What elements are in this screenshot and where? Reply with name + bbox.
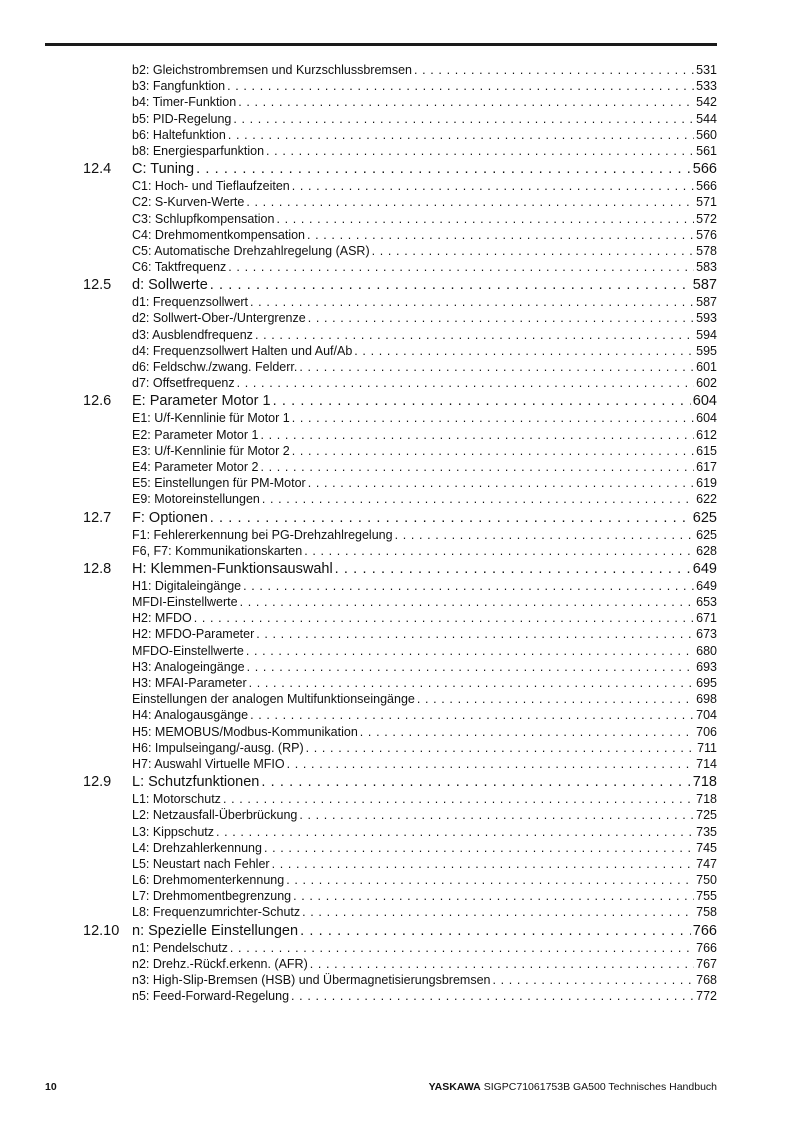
toc-entry[interactable] — [0, 707, 793, 723]
toc-entry-line[interactable] — [132, 594, 717, 610]
toc-entry-line[interactable] — [132, 675, 717, 691]
toc-entry-line[interactable] — [132, 724, 717, 740]
toc-entry-line[interactable] — [132, 491, 717, 507]
toc-entry[interactable] — [0, 194, 793, 210]
entry-title: F: Optionen — [132, 509, 208, 526]
entry-title: E1: U/f-Kennlinie für Motor 1 — [132, 411, 290, 426]
toc-entry[interactable] — [0, 724, 793, 740]
section-number: 12.7 — [83, 509, 112, 526]
entry-page-number: 595 — [696, 343, 717, 358]
dot-leader — [292, 443, 694, 459]
entry-title: L5: Neustart nach Fehler — [132, 856, 270, 871]
entry-page-number: 572 — [696, 211, 717, 226]
entry-title: H7: Auswahl Virtuelle MFIO — [132, 756, 285, 771]
toc-entry[interactable] — [0, 343, 793, 359]
toc-entry[interactable] — [0, 675, 793, 691]
toc-entry-line[interactable] — [132, 872, 717, 888]
dot-leader — [264, 840, 694, 856]
toc-entry-line[interactable] — [132, 756, 717, 772]
toc-entry[interactable] — [0, 956, 793, 972]
dot-leader — [247, 659, 695, 675]
dot-leader — [228, 127, 694, 143]
entry-title: b2: Gleichstrombremsen und Kurzschlussbremsen — [132, 63, 412, 77]
entry-page-number: 615 — [696, 443, 717, 458]
toc-entry-line[interactable] — [132, 610, 717, 626]
entry-page-number: 698 — [696, 692, 717, 707]
dot-leader — [223, 791, 694, 807]
entry-title: H5: MEMOBUS/Modbus-Kommunikation — [132, 724, 358, 739]
toc-entry[interactable] — [0, 610, 793, 626]
dot-leader — [354, 343, 694, 359]
table-of-contents — [0, 62, 793, 1004]
entry-title: C3: Schlupfkompensation — [132, 211, 275, 226]
toc-entry-line[interactable] — [132, 111, 717, 127]
entry-title: L2: Netzausfall-Überbrückung — [132, 808, 298, 823]
entry-page-number: 653 — [696, 595, 717, 610]
entry-page-number: 718 — [696, 792, 717, 807]
toc-entry[interactable] — [0, 359, 793, 375]
toc-entry-line[interactable] — [132, 227, 717, 243]
toc-entry[interactable] — [0, 94, 793, 110]
toc-entry-line[interactable] — [132, 211, 717, 227]
dot-leader — [308, 310, 694, 326]
entry-title: C: Tuning — [132, 161, 195, 178]
toc-section[interactable] — [0, 276, 793, 294]
entry-title: d7: Offsetfrequenz — [132, 376, 235, 391]
toc-entry[interactable] — [0, 243, 793, 259]
toc-entry[interactable] — [0, 594, 793, 610]
toc-entry[interactable] — [0, 294, 793, 310]
entry-page-number: 566 — [692, 161, 717, 178]
entry-title: L7: Drehmomentbegrenzung — [132, 889, 292, 904]
toc-entry[interactable] — [0, 375, 793, 391]
entry-page-number: 750 — [696, 873, 717, 888]
entry-page-number: 571 — [696, 195, 717, 210]
entry-page-number: 718 — [692, 774, 717, 791]
toc-entry-line[interactable] — [132, 543, 717, 559]
dot-leader — [292, 410, 694, 426]
entry-title: E5: Einstellungen für PM-Motor — [132, 476, 306, 491]
toc-entry[interactable] — [0, 62, 793, 78]
entry-page-number: 673 — [696, 627, 717, 642]
dot-leader — [260, 427, 694, 443]
dot-leader — [300, 922, 691, 940]
entry-page-number: 680 — [696, 643, 717, 658]
toc-entry[interactable] — [0, 840, 793, 856]
entry-page-number: 587 — [692, 277, 717, 294]
toc-entry[interactable] — [0, 791, 793, 807]
entry-title: n5: Feed-Forward-Regelung — [132, 989, 290, 1004]
entry-page-number: 576 — [696, 227, 717, 242]
toc-entry[interactable] — [0, 178, 793, 194]
dot-leader — [243, 578, 694, 594]
entry-title: b5: PID-Regelung — [132, 111, 232, 126]
dot-leader — [228, 259, 694, 275]
toc-entry-line[interactable] — [132, 310, 717, 326]
entry-title: C6: Taktfrequenz — [132, 260, 227, 275]
toc-entry-line[interactable] — [132, 840, 717, 856]
dot-leader — [286, 872, 694, 888]
entry-title: L1: Motorschutz — [132, 792, 221, 807]
toc-entry-line[interactable] — [132, 956, 717, 972]
entry-title: H1: Digitaleingänge — [132, 578, 242, 593]
entry-title: d3: Ausblendfrequenz — [132, 327, 253, 342]
toc-entry[interactable] — [0, 527, 793, 543]
toc-entry[interactable] — [0, 872, 793, 888]
toc-entry-line[interactable] — [132, 856, 717, 872]
page-number: 10 — [45, 1081, 57, 1093]
entry-title: L6: Drehmomenterkennung — [132, 873, 285, 888]
toc-entry[interactable] — [0, 143, 793, 159]
entry-page-number: 714 — [696, 756, 717, 771]
entry-page-number: 604 — [696, 411, 717, 426]
dot-leader — [237, 375, 695, 391]
entry-page-number: 766 — [692, 922, 717, 939]
dot-leader — [292, 178, 694, 194]
toc-entry-line[interactable] — [132, 410, 717, 426]
entry-page-number: 625 — [696, 527, 717, 542]
entry-title: n: Spezielle Einstellungen — [132, 922, 299, 939]
entry-page-number: 578 — [696, 243, 717, 258]
toc-section[interactable] — [0, 392, 793, 410]
section-number: 12.4 — [83, 161, 112, 178]
entry-title: b4: Timer-Funktion — [132, 95, 237, 110]
entry-page-number: 735 — [696, 824, 717, 839]
toc-section[interactable] — [0, 509, 793, 527]
toc-entry-line[interactable] — [132, 259, 717, 275]
toc-section[interactable] — [0, 160, 793, 178]
dot-leader — [372, 243, 695, 259]
dot-leader — [233, 111, 694, 127]
toc-entry-line[interactable] — [132, 62, 717, 78]
entry-page-number: 725 — [696, 808, 717, 823]
toc-entry[interactable] — [0, 740, 793, 756]
dot-leader — [216, 824, 694, 840]
toc-entry-line[interactable] — [132, 888, 717, 904]
dot-leader — [250, 294, 694, 310]
dot-leader — [299, 359, 694, 375]
toc-entry-line[interactable] — [132, 707, 717, 723]
footer-doc-title: SIGPC71061753B GA500 Technisches Handbuch — [483, 1081, 717, 1093]
toc-entry-line[interactable] — [132, 578, 717, 594]
toc-entry[interactable] — [0, 127, 793, 143]
toc-entry[interactable] — [0, 327, 793, 343]
section-number: 12.10 — [83, 922, 120, 939]
entry-title: Einstellungen der analogen Multifunktionseingänge — [132, 692, 415, 707]
toc-entry-line[interactable] — [132, 791, 717, 807]
toc-entry[interactable] — [0, 427, 793, 443]
entry-title: L: Schutzfunktionen — [132, 774, 260, 791]
toc-section[interactable] — [0, 560, 793, 578]
toc-entry[interactable] — [0, 988, 793, 1004]
dot-leader — [238, 94, 694, 110]
toc-entry-line[interactable] — [132, 327, 717, 343]
dot-leader — [276, 211, 694, 227]
toc-entry[interactable] — [0, 888, 793, 904]
dot-leader — [210, 509, 691, 527]
entry-title: C4: Drehmomentkompensation — [132, 227, 305, 242]
entry-title: C5: Automatische Drehzahlregelung (ASR) — [132, 243, 370, 258]
dot-leader — [417, 691, 694, 707]
footer-brand: YASKAWA — [428, 1081, 481, 1093]
toc-entry-line[interactable] — [132, 459, 717, 475]
entry-title: F1: Fehlererkennung bei PG-Drehzahlregelung — [132, 527, 393, 542]
section-number: 12.5 — [83, 277, 112, 294]
toc-entry[interactable] — [0, 626, 793, 642]
toc-entry[interactable] — [0, 475, 793, 491]
entry-title: H3: Analogeingänge — [132, 659, 245, 674]
toc-entry[interactable] — [0, 904, 793, 920]
entry-title: MFDO-Einstellwerte — [132, 643, 244, 658]
entry-page-number: 602 — [696, 376, 717, 391]
dot-leader — [308, 475, 694, 491]
entry-title: H2: MFDO-Parameter — [132, 627, 255, 642]
toc-entry-line[interactable] — [132, 509, 717, 527]
toc-entry-line[interactable] — [132, 740, 717, 756]
toc-entry[interactable] — [0, 443, 793, 459]
toc-entry-line[interactable] — [132, 940, 717, 956]
dot-leader — [291, 988, 694, 1004]
toc-entry-line[interactable] — [132, 392, 717, 410]
toc-entry[interactable] — [0, 940, 793, 956]
toc-entry[interactable] — [0, 691, 793, 707]
entry-title: H4: Analogausgänge — [132, 708, 249, 723]
entry-page-number: 604 — [692, 393, 717, 410]
toc-entry-line[interactable] — [132, 94, 717, 110]
toc-entry[interactable] — [0, 227, 793, 243]
entry-page-number: 542 — [696, 95, 717, 110]
entry-page-number: 711 — [697, 740, 717, 755]
entry-title: b6: Haltefunktion — [132, 127, 226, 142]
toc-entry[interactable] — [0, 824, 793, 840]
toc-entry-line[interactable] — [132, 243, 717, 259]
entry-page-number: 747 — [696, 856, 717, 871]
entry-page-number: 594 — [696, 327, 717, 342]
dot-leader — [262, 491, 694, 507]
dot-leader — [273, 392, 691, 410]
entry-page-number: 649 — [696, 578, 717, 593]
toc-entry[interactable] — [0, 78, 793, 94]
dot-leader — [260, 459, 694, 475]
entry-title: E2: Parameter Motor 1 — [132, 427, 259, 442]
entry-page-number: 706 — [696, 724, 717, 739]
toc-entry-line[interactable] — [132, 276, 717, 294]
toc-entry-line[interactable] — [132, 160, 717, 178]
entry-page-number: 767 — [696, 956, 717, 971]
entry-page-number: 544 — [696, 111, 717, 126]
entry-title: H3: MFAI-Parameter — [132, 676, 247, 690]
entry-title: E4: Parameter Motor 2 — [132, 459, 259, 474]
footer-doc-info — [429, 1081, 717, 1094]
toc-entry-line[interactable] — [132, 904, 717, 920]
entry-title: L8: Frequenzumrichter-Schutz — [132, 905, 301, 920]
entry-title: b8: Energiesparfunktion — [132, 143, 265, 158]
section-number: 12.8 — [83, 560, 112, 577]
dot-leader — [493, 972, 695, 988]
dot-leader — [246, 194, 694, 210]
toc-entry[interactable] — [0, 807, 793, 823]
entry-page-number: 561 — [696, 143, 717, 158]
toc-entry-line[interactable] — [132, 343, 717, 359]
toc-entry-line[interactable] — [132, 643, 717, 659]
entry-title: MFDI-Einstellwerte — [132, 595, 238, 610]
section-number: 12.6 — [83, 393, 112, 410]
dot-leader — [302, 904, 694, 920]
toc-entry[interactable] — [0, 856, 793, 872]
toc-entry[interactable] — [0, 310, 793, 326]
toc-entry[interactable] — [0, 459, 793, 475]
toc-section[interactable] — [0, 922, 793, 940]
header-rule — [45, 43, 717, 46]
dot-leader — [255, 327, 694, 343]
entry-page-number: 768 — [696, 973, 717, 987]
toc-entry[interactable] — [0, 259, 793, 275]
toc-entry-line[interactable] — [132, 922, 717, 940]
entry-title: d4: Frequenzsollwert Halten und Auf/Ab — [132, 343, 353, 358]
toc-entry[interactable] — [0, 111, 793, 127]
dot-leader — [306, 740, 695, 756]
entry-page-number: 695 — [696, 676, 717, 690]
toc-entry-line[interactable] — [132, 773, 717, 791]
toc-entry[interactable] — [0, 491, 793, 507]
entry-page-number: 693 — [696, 659, 717, 674]
toc-entry-line[interactable] — [132, 294, 717, 310]
entry-title: n2: Drehz.-Rückf.erkenn. (AFR) — [132, 956, 308, 971]
entry-title: d2: Sollwert-Ober-/Untergrenze — [132, 311, 306, 326]
toc-entry[interactable] — [0, 756, 793, 772]
toc-entry-line[interactable] — [132, 988, 717, 1004]
entry-page-number: 755 — [696, 889, 717, 904]
entry-title: E3: U/f-Kennlinie für Motor 2 — [132, 443, 290, 458]
entry-title: F6, F7: Kommunikationskarten — [132, 543, 303, 558]
toc-entry-line[interactable] — [132, 178, 717, 194]
dot-leader — [307, 227, 694, 243]
entry-title: C1: Hoch- und Tieflaufzeiten — [132, 179, 290, 194]
toc-entry[interactable] — [0, 659, 793, 675]
dot-leader — [272, 856, 695, 872]
toc-entry-line[interactable] — [132, 824, 717, 840]
toc-entry[interactable] — [0, 211, 793, 227]
toc-entry-line[interactable] — [132, 527, 717, 543]
entry-page-number: 625 — [692, 509, 717, 526]
dot-leader — [310, 956, 694, 972]
dot-leader — [230, 940, 694, 956]
toc-entry-line[interactable] — [132, 78, 717, 94]
toc-entry-line[interactable] — [132, 443, 717, 459]
entry-page-number: 619 — [696, 476, 717, 491]
entry-title: L3: Kippschutz — [132, 824, 214, 839]
dot-leader — [414, 62, 694, 78]
entry-page-number: 566 — [696, 179, 717, 194]
entry-page-number: 628 — [696, 543, 717, 558]
toc-entry-line[interactable] — [132, 691, 717, 707]
toc-entry-line[interactable] — [132, 375, 717, 391]
entry-title: n3: High-Slip-Bremsen (HSB) und Übermagnetisierungsbremsen — [132, 973, 491, 987]
entry-page-number: 622 — [696, 492, 717, 507]
dot-leader — [261, 773, 690, 791]
toc-entry-line[interactable] — [132, 427, 717, 443]
entry-title: C2: S-Kurven-Werte — [132, 195, 245, 210]
toc-entry-line[interactable] — [132, 143, 717, 159]
entry-page-number: 560 — [696, 127, 717, 142]
entry-page-number: 612 — [696, 427, 717, 442]
dot-leader — [240, 594, 695, 610]
entry-page-number: 766 — [696, 940, 717, 955]
entry-title: n1: Pendelschutz — [132, 940, 228, 955]
dot-leader — [196, 160, 691, 178]
entry-page-number: 533 — [696, 79, 717, 94]
entry-title: d6: Feldschw./zwang. Felderr. — [132, 360, 298, 374]
toc-entry-line[interactable] — [132, 127, 717, 143]
entry-title: H2: MFDO — [132, 611, 192, 626]
entry-page-number: 593 — [696, 311, 717, 326]
entry-title: d1: Frequenzsollwert — [132, 295, 249, 310]
toc-entry-line[interactable] — [132, 659, 717, 675]
toc-entry-line[interactable] — [132, 972, 717, 988]
dot-leader — [395, 527, 695, 543]
dot-leader — [304, 543, 694, 559]
entry-page-number: 601 — [696, 360, 717, 374]
toc-entry-line[interactable] — [132, 626, 717, 642]
entry-page-number: 704 — [696, 708, 717, 723]
dot-leader — [287, 756, 695, 772]
entry-title: E: Parameter Motor 1 — [132, 393, 271, 410]
entry-title: E9: Motoreinstellungen — [132, 492, 260, 507]
entry-page-number: 583 — [696, 260, 717, 275]
toc-entry[interactable] — [0, 643, 793, 659]
entry-page-number: 671 — [696, 611, 717, 626]
entry-title: d: Sollwerte — [132, 277, 208, 294]
entry-page-number: 745 — [696, 840, 717, 855]
dot-leader — [250, 707, 694, 723]
dot-leader — [194, 610, 694, 626]
dot-leader — [335, 560, 691, 578]
entry-title: b3: Fangfunktion — [132, 79, 226, 94]
toc-section[interactable] — [0, 773, 793, 791]
entry-title: H: Klemmen-Funktionsauswahl — [132, 560, 333, 577]
toc-entry-line[interactable] — [132, 560, 717, 578]
entry-page-number: 617 — [696, 459, 717, 474]
dot-leader — [360, 724, 694, 740]
toc-entry[interactable] — [0, 578, 793, 594]
entry-page-number: 758 — [696, 905, 717, 920]
toc-entry-line[interactable] — [132, 194, 717, 210]
dot-leader — [227, 78, 694, 94]
dot-leader — [246, 643, 694, 659]
toc-entry-line[interactable] — [132, 475, 717, 491]
dot-leader — [249, 675, 695, 691]
entry-page-number: 649 — [692, 560, 717, 577]
toc-entry[interactable] — [0, 972, 793, 988]
toc-entry-line[interactable] — [132, 359, 717, 375]
dot-leader — [210, 276, 691, 294]
entry-title: L4: Drehzahlerkennung — [132, 840, 262, 855]
toc-entry[interactable] — [0, 543, 793, 559]
toc-entry[interactable] — [0, 410, 793, 426]
dot-leader — [293, 888, 694, 904]
toc-entry-line[interactable] — [132, 807, 717, 823]
entry-page-number: 531 — [696, 63, 717, 77]
dot-leader — [266, 143, 694, 159]
entry-page-number: 772 — [696, 989, 717, 1004]
dot-leader — [299, 807, 694, 823]
entry-title: H6: Impulseingang/-ausg. (RP) — [132, 740, 304, 755]
section-number: 12.9 — [83, 774, 112, 791]
dot-leader — [256, 626, 694, 642]
entry-page-number: 587 — [696, 295, 717, 310]
